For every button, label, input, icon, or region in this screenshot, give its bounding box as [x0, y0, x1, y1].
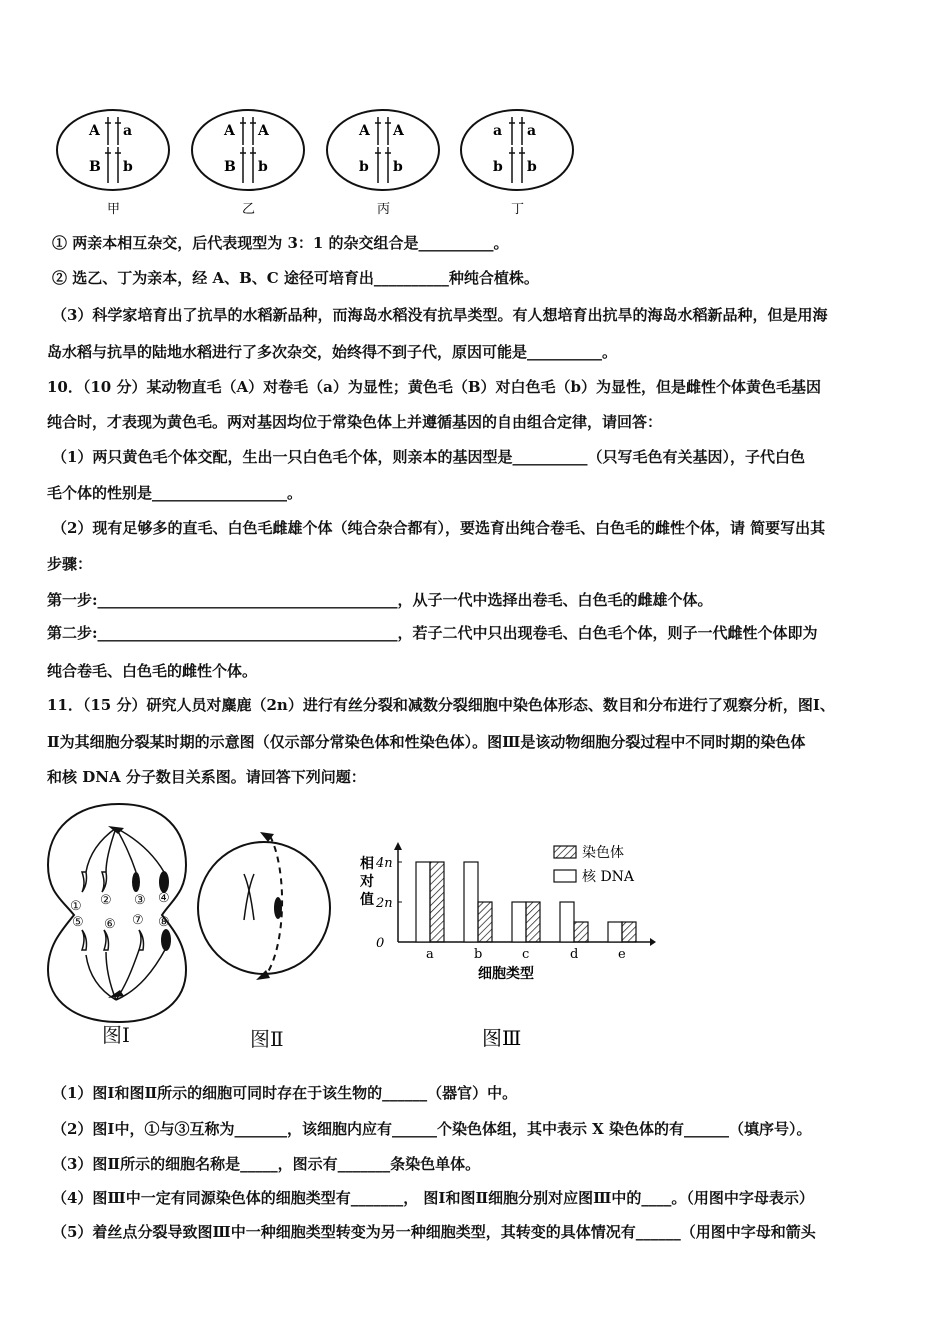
text-line-q11-4: （4）图Ⅲ中一定有同源染色体的细胞类型有_______， 图Ⅰ和图Ⅱ细胞分别对应图Ⅲ中的____。（用图中字母表示）: [52, 1189, 814, 1207]
fig1-num-6: ⑥: [104, 917, 116, 932]
genotype-cell-3: [461, 110, 573, 217]
y-axis-label: 相: [360, 856, 374, 872]
bar-chromosome-c: [526, 902, 540, 942]
bar-dna-d: [560, 902, 574, 942]
legend-chromosome: 染色体: [582, 845, 624, 861]
x-axis-label: 细胞类型: [478, 966, 534, 982]
fig1-num-8: ⑧: [158, 915, 170, 930]
legend-swatch-dna: [554, 870, 576, 882]
legend-dna: 核 DNA: [582, 869, 635, 885]
allele-label: A: [258, 123, 269, 139]
genotype-cell-0: [57, 110, 169, 217]
text-line-q11c: 和核 DNA 分子数目关系图。请回答下列问题：: [47, 768, 366, 786]
x-tick-label: c: [522, 947, 530, 962]
allele-label: B: [89, 159, 101, 175]
x-tick-label: a: [426, 947, 434, 962]
text-line-q10g: 第一步:________________________________________，从子一代中选择出卷毛、白色毛的雌雄个体。: [47, 591, 713, 609]
allele-label: a: [493, 123, 503, 139]
cell-label: 丙: [377, 202, 391, 217]
allele-label: A: [359, 123, 370, 139]
fig3-label: 图Ⅲ: [482, 1026, 522, 1050]
allele-label: b: [493, 159, 503, 175]
text-line-q9-2: ② 选乙、丁为亲本，经 A、B、C 途径可培育出__________种纯合植株。: [52, 269, 539, 287]
allele-label: A: [224, 123, 235, 139]
allele-label: b: [527, 159, 537, 175]
bar-chromosome-a: [430, 862, 444, 942]
legend-swatch-chromosome: [554, 846, 576, 858]
text-line-q9-1: ① 两亲本相互杂交，后代表现型为 3：1 的杂交组合是__________。: [52, 234, 509, 252]
text-line-q11a: 11．（15 分）研究人员对麋鹿（2n）进行有丝分裂和减数分裂细胞中染色体形态、数目和分布进行了观察分析，图Ⅰ、: [47, 696, 835, 714]
fig1-label: 图Ⅰ: [102, 1023, 130, 1047]
fig1-num-1: ①: [70, 899, 82, 914]
figure-1: [44, 800, 194, 1050]
fig1-num-4: ④: [158, 891, 170, 906]
fig1-num-3: ③: [134, 893, 146, 908]
text-line-q9-3b: 岛水稻与抗旱的陆地水稻进行了多次杂交，始终得不到子代，原因可能是__________。: [47, 343, 618, 361]
genotype-cells-figure: [55, 105, 580, 220]
allele-label: b: [359, 159, 369, 175]
figure-3-chart: [350, 830, 660, 1055]
text-line-q10d: 毛个体的性别是__________________。: [47, 484, 303, 502]
allele-label: a: [123, 123, 133, 139]
x-tick-label: b: [474, 947, 483, 962]
text-line-q10f: 步骤：: [47, 555, 93, 573]
cell-label: 丁: [511, 202, 525, 217]
allele-label: a: [527, 123, 537, 139]
text-line-q9-3a: （3）科学家培育出了抗旱的水稻新品种，而海岛水稻没有抗旱类型。有人想培育出抗旱的海岛水稻新品种，但是用海: [52, 306, 828, 324]
allele-label: b: [393, 159, 403, 175]
y-tick-label: 4n: [376, 856, 393, 871]
genotype-cell-2: [327, 110, 439, 217]
fig1-num-2: ②: [100, 893, 112, 908]
text-line-q11-3: （3）图Ⅱ所示的细胞名称是_____，图示有_______条染色单体。: [52, 1155, 481, 1173]
bar-chromosome-d: [574, 922, 588, 942]
allele-label: A: [393, 123, 404, 139]
text-line-q11-1: （1）图Ⅰ和图Ⅱ所示的细胞可同时存在于该生物的______（器官）中。: [52, 1084, 518, 1102]
text-line-q10c: （1）两只黄色毛个体交配，生出一只白色毛个体，则亲本的基因型是__________（只写毛色有关基因），子代白色: [52, 448, 805, 466]
y-axis-label: 值: [360, 892, 374, 908]
text-line-q11-5: （5）着丝点分裂导致图Ⅲ中一种细胞类型转变为另一种细胞类型，其转变的具体情况有______（用图中字母和箭头: [52, 1223, 816, 1241]
allele-label: A: [89, 123, 100, 139]
text-line-q10b: 纯合时，才表现为黄色毛。两对基因均位于常染色体上并遵循基因的自由组合定律，请回答：: [47, 413, 663, 431]
fig1-num-5: ⑤: [72, 915, 84, 930]
y-axis-label: 对: [360, 874, 374, 890]
figure-2: [192, 808, 342, 1053]
x-tick-label: e: [618, 947, 626, 962]
text-line-q10e: （2）现有足够多的直毛、白色毛雌雄个体（纯合杂合都有），要选育出纯合卷毛、白色毛的雌性个体，请 简要写出其: [52, 519, 826, 537]
bar-chromosome-b: [478, 902, 492, 942]
bar-dna-e: [608, 922, 622, 942]
y-tick-label: 2n: [376, 896, 393, 911]
text-line-q10a: 10．（10 分）某动物直毛（A）对卷毛（a）为显性；黄色毛（B）对白色毛（b）为显性，但是雌性个体黄色毛基因: [47, 378, 821, 396]
cell-label: 甲: [107, 202, 121, 217]
genotype-cell-1: [192, 110, 304, 217]
cell-label: 乙: [242, 202, 256, 217]
y-tick-label: 0: [376, 936, 385, 951]
bar-dna-c: [512, 902, 526, 942]
fig2-label: 图Ⅱ: [250, 1027, 284, 1051]
bar-chromosome-e: [622, 922, 636, 942]
text-line-q10i: 纯合卷毛、白色毛的雌性个体。: [47, 662, 258, 680]
allele-label: B: [224, 159, 236, 175]
allele-label: b: [123, 159, 133, 175]
bar-dna-a: [416, 862, 430, 942]
allele-label: b: [258, 159, 268, 175]
text-line-q10h: 第二步:________________________________________，若子二代中只出现卷毛、白色毛个体，则子一代雌性个体即为: [47, 624, 818, 642]
fig1-num-7: ⑦: [132, 913, 144, 928]
text-line-q11b: Ⅱ为其细胞分裂某时期的示意图（仅示部分常染色体和性染色体）。图Ⅲ是该动物细胞分裂过程中不同时期的染色体: [47, 733, 806, 751]
x-tick-label: d: [570, 947, 579, 962]
text-line-q11-2: （2）图Ⅰ中，①与③互称为_______，该细胞内应有______个染色体组，其中表示 X 染色体的有______（填序号）。: [52, 1120, 812, 1138]
bar-dna-b: [464, 862, 478, 942]
